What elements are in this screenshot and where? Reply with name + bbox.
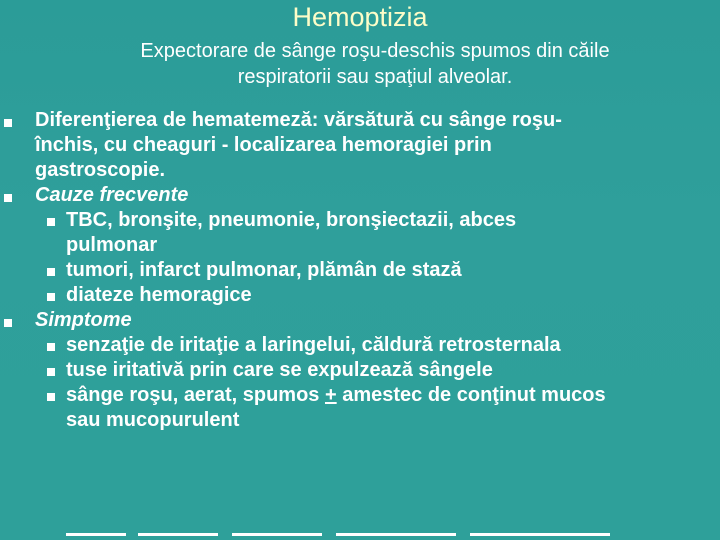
cut-text-fragment xyxy=(470,533,610,536)
bullet-continuation xyxy=(0,158,720,183)
square-bullet-icon xyxy=(4,194,12,202)
square-bullet-icon xyxy=(47,343,55,351)
sub-bullet-sange xyxy=(0,383,720,408)
cut-text-fragment xyxy=(336,533,456,536)
sub-bullet-senzatie xyxy=(0,333,720,358)
square-bullet-icon xyxy=(47,368,55,376)
slide-title: Hemoptizia xyxy=(292,2,428,32)
sub-bullet-tbc xyxy=(0,208,720,233)
plus-minus-sign: + xyxy=(324,384,337,406)
cut-off-line xyxy=(66,533,626,540)
sub-bullet-tumori xyxy=(0,258,720,283)
square-bullet-icon xyxy=(47,393,55,401)
sub-bullet-tuse xyxy=(0,358,720,383)
simptome-senzatie: senzaţie de iritaţie a laringelui, căldură retrosternala xyxy=(66,334,561,356)
cauze-tbc-line-1: TBC, bronşite, pneumonie, bronşiectazii, abces xyxy=(66,209,517,231)
diferentiere-line-3: gastroscopie. xyxy=(35,159,166,181)
sub-bullet-continuation xyxy=(0,233,720,258)
subtitle-line-2: respiratorii sau spaţiul alveolar. xyxy=(237,66,513,88)
simptome-tuse: tuse iritativă prin care se expulzează sângele xyxy=(66,359,493,381)
sub-bullet-diateze xyxy=(0,283,720,308)
simptome-sange-line-2: sau mucopurulent xyxy=(66,409,240,431)
slide-body xyxy=(0,108,720,433)
cauze-tumori: tumori, infarct pulmonar, plămân de stază xyxy=(66,259,462,281)
square-bullet-icon xyxy=(47,293,55,301)
cauze-tbc-line-2: pulmonar xyxy=(66,234,158,256)
square-bullet-icon xyxy=(47,268,55,276)
bullet-simptome xyxy=(0,308,720,333)
bullet-continuation xyxy=(0,133,720,158)
cut-text-fragment xyxy=(66,533,126,536)
slide-subtitle xyxy=(40,38,710,90)
diferentiere-line-2: închis, cu cheaguri - localizarea hemoragiei prin xyxy=(35,134,492,156)
cauze-heading: Cauze frecvente xyxy=(35,184,189,206)
bullet-cauze xyxy=(0,183,720,208)
sub-bullet-continuation xyxy=(0,408,720,433)
cauze-diateze: diateze hemoragice xyxy=(66,284,252,306)
square-bullet-icon xyxy=(47,218,55,226)
simptome-sange-before: sânge roşu, aerat, spumos xyxy=(66,384,325,406)
cut-text-fragment xyxy=(138,533,218,536)
bullet-diferentiere xyxy=(0,108,720,133)
simptome-sange-after: amestec de conţinut mucos xyxy=(336,384,606,406)
diferentiere-line-1: Diferenţierea de hematemeză: vărsătură cu sânge roşu- xyxy=(35,109,562,131)
cut-text-fragment xyxy=(232,533,322,536)
square-bullet-icon xyxy=(4,119,12,127)
simptome-heading: Simptome xyxy=(35,309,132,331)
square-bullet-icon xyxy=(4,319,12,327)
subtitle-line-1: Expectorare de sânge roşu-deschis spumos din căile xyxy=(140,40,610,62)
